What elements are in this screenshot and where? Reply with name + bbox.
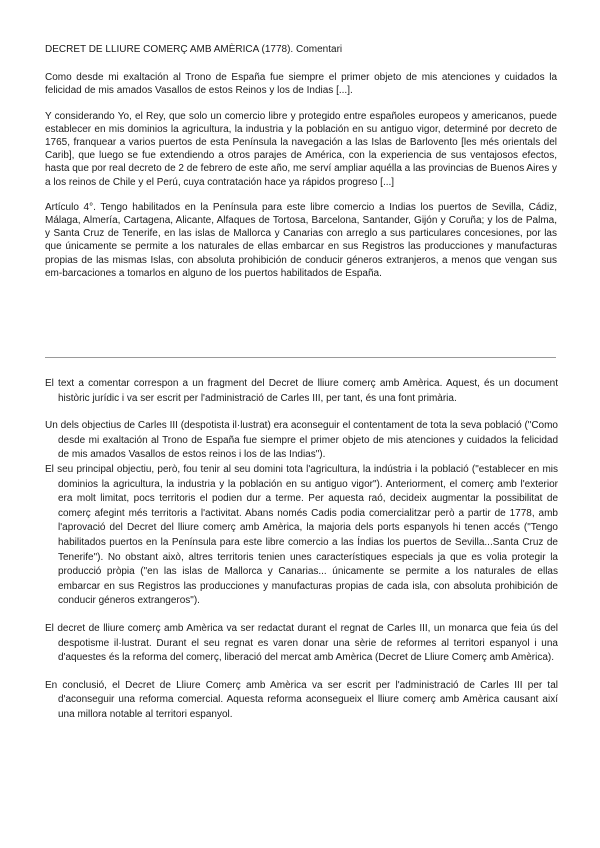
commentary-paragraph-main-objective: El seu principal objectiu, però, fou tenir al seu domini tota l'agricultura, la indústria i la població ("establecer en mis dominios la agricultura, la industria y la población en su antiguo vigor"). Anteriorment, el comerç amb l'exterior era molt limitat, pocs territoris el podien dur a terme. Per aquesta raó, decideix augmentar la possibilitat de comerç afegint més territoris a l'activitat. Abans només Cadis podia comercialitzar però a partir de 1778, amb l'aprovació del Decret del lliure comerç amb Amèrica, la majoria dels ports espanyols hi tenen accés ("Tengo habilitados puertos en la Península para este libre comercio a las Índias los puertos de Sevilla...Santa Cruz de Tenerife"). No obstant això, altres territoris tenien unes característiques especials ja que es volia protegir la producció pròpia ("en las islas de Mallorca y Canarias... únicamente se permite a los naturales de ellas embarcar en sus Registros las producciones y manufacturas propias de cada isla, con absoluta prohibición de conducir géneros extrangeros").	[45, 463, 558, 607]
source-paragraph-preamble: Como desde mi exaltación al Trono de España fue siempre el primer objeto de mis atenciones y cuidados la felicidad de mis amados Vasallos de estos Reinos y los de Indias [...].	[45, 72, 557, 97]
commentary-paragraph-conclusion: En conclusió, el Decret de Lliure Comerç amb Amèrica va ser escrit per l'administració de Carles III per tal d'aconseguir una reforma comercial. Aquesta reforma aconsegueix el lliure comerç amb Amèrica causant així una millora notable al territori espanyol.	[45, 679, 558, 720]
commentary-paragraph-objective: Un dels objectius de Carles III (despotista il·lustrat) era aconseguir el contentament de tota la seva població ("Como desde mi exaltación al Trono de España fue siempre el primer objeto de mis atenciones y cuidados la felicidad de mis amados Vasallos de estos reinos i los de las Indias").	[45, 420, 558, 461]
commentary-paragraph-context: El decret de lliure comerç amb Amèrica va ser redactat durant el regnat de Carles III, un monarca que feia ús del despotisme il·lustrat. Durant el seu regnat es varen donar una sèrie de reformes al territori espanyol i una d'aquestes és la reforma del comerç, liberació del mercat amb Amèrica (Decret de Lliure Comerç amb Amèrica).	[45, 622, 558, 664]
source-paragraph-considerando: Y considerando Yo, el Rey, que solo un comercio libre y protegido entre españoles europeos y americanos, puede establecer en mis dominios la agricultura, la industria y la población en su antiguo vigor, determiné por decreto de 1765, franquear a varios puertos de esta Península la navegación a las Islas de Barlovento [les més orientals del Carib], que luego se fue extendiendo a otros parajes de América, con la experiencia de sus ventajosos efectos, hasta que por real decreto de 2 de febrero de este año, me serví ampliar aquélla a las provincias de Buenos Aires y a los reinos de Chile y el Perú, cuya contratación hace ya rápidos progreso [...]	[45, 110, 557, 188]
source-text-section	[45, 43, 557, 292]
commentary-paragraph-introduction: El text a comentar correspon a un fragment del Decret de lliure comerç amb Amèrica. Aquest, és un document històric jurídic i va ser escrit per l'administració de Carles III, per tant, és una font primària.	[45, 378, 558, 404]
section-divider	[45, 357, 556, 358]
source-paragraph-articulo-4: Artículo 4°. Tengo habilitados en la Península para este libre comercio a Indias los puertos de Sevilla, Cádiz, Málaga, Almería, Cartagena, Alicante, Alfaques de Tortosa, Barcelona, Santander, Gijón y Coruña; y los de Palma, y Santa Cruz de Tenerife, en las islas de Mallorca y Canarias con arreglo a sus particulares concesiones, por las que únicamente se permite a los naturales de ellas embarcar en sus Registros las producciones y manufacturas propias de las mismas Islas, con absoluta prohibición de conducir géneros extranjeros, a menos que vengan sus em-barcaciones a tomarlos en alguno de los puertos habilitados de España.	[45, 201, 557, 279]
commentary-section	[45, 377, 558, 722]
document-title: DECRET DE LLIURE COMERÇ AMB AMÈRICA (1778). Comentari	[45, 44, 343, 55]
